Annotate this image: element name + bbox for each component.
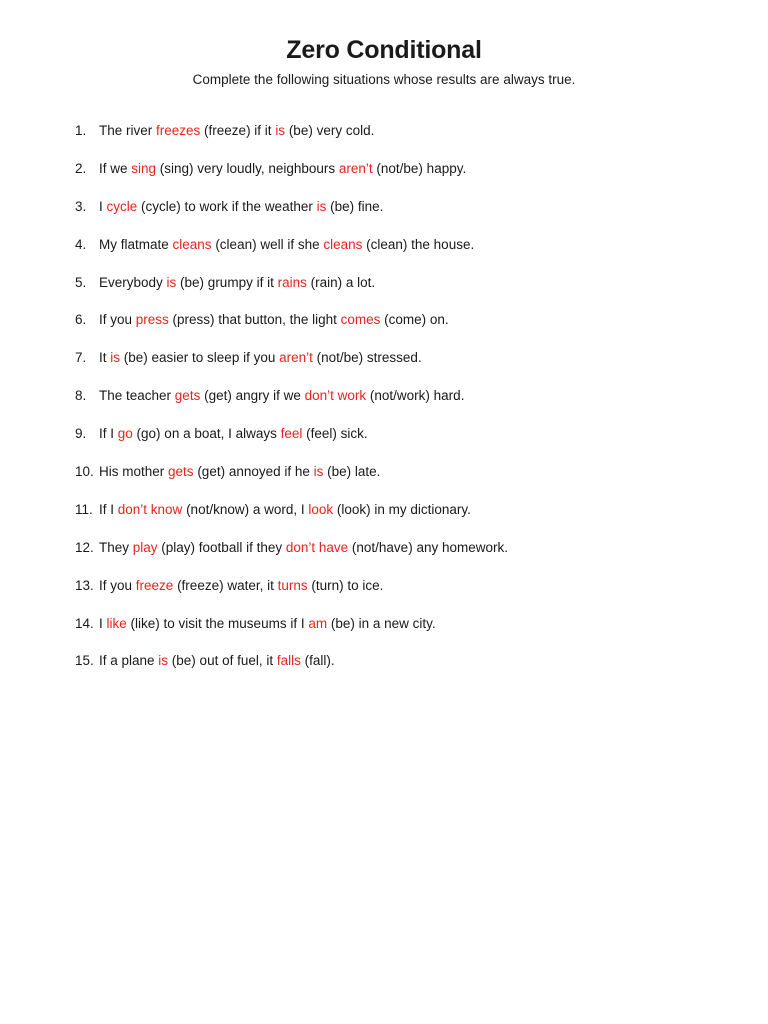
sentence-text: (be) very cold. <box>285 123 375 138</box>
answer-text: is <box>275 123 286 138</box>
answer-text: look <box>308 501 334 517</box>
exercise-item <box>75 652 715 690</box>
item-number: 8. <box>75 388 87 404</box>
sentence-text: (look) in my dictionary. <box>333 501 471 517</box>
page-title: Zero Conditional <box>286 36 482 64</box>
sentence-text: (like) to visit the museums if I <box>126 615 309 631</box>
item-number: 3. <box>75 198 87 214</box>
item-number: 6. <box>75 312 87 328</box>
answer-text: go <box>117 426 133 442</box>
exercise-sentence <box>99 578 383 593</box>
answer-text: turns <box>277 577 308 593</box>
exercise-sentence <box>99 350 422 365</box>
exercise-item <box>75 311 715 349</box>
sentence-text: (not/know) a word, I <box>182 501 309 517</box>
exercise-list <box>75 122 715 690</box>
item-number: 15. <box>75 653 94 669</box>
sentence-text: If I <box>99 501 118 517</box>
sentence-text: (be) in a new city. <box>327 615 436 631</box>
sentence-text: I <box>99 615 107 631</box>
instructions: Complete the following situations whose results are always true. <box>192 72 576 87</box>
sentence-text: (be) late. <box>323 464 381 480</box>
exercise-sentence <box>99 464 380 479</box>
item-number: 1. <box>75 123 87 138</box>
answer-text: sing <box>131 160 157 176</box>
sentence-text: (be) fine. <box>326 198 384 214</box>
item-number: 9. <box>75 426 87 442</box>
sentence-text: The river <box>99 123 157 138</box>
sentence-text: (fall). <box>300 653 335 669</box>
sentence-text: (not/work) hard. <box>366 388 465 404</box>
sentence-text: My flatmate <box>99 236 173 252</box>
item-number: 5. <box>75 274 87 290</box>
item-number: 14. <box>75 615 94 631</box>
answer-text: am <box>308 615 328 631</box>
answer-text: comes <box>340 312 381 328</box>
sentence-text: (be) easier to sleep if you <box>120 350 280 366</box>
exercise-item <box>75 615 715 653</box>
item-number: 10. <box>75 464 94 480</box>
answer-text: rains <box>277 274 307 290</box>
answer-text: falls <box>276 653 301 669</box>
exercise-item <box>75 387 715 425</box>
answer-text: cleans <box>323 236 363 252</box>
sentence-text: (rain) a lot. <box>306 274 376 290</box>
answer-text: is <box>158 653 169 669</box>
item-number: 13. <box>75 577 94 593</box>
sentence-text: Everybody <box>99 274 167 290</box>
answer-text: gets <box>174 388 201 404</box>
sentence-text: (turn) to ice. <box>307 577 384 593</box>
exercise-sentence <box>99 540 508 555</box>
sentence-text: (go) on a boat, I always <box>132 426 281 442</box>
exercise-item <box>75 349 715 387</box>
sentence-text: (sing) very loudly, neighbours <box>156 160 339 176</box>
answer-text: aren’t <box>279 350 313 366</box>
exercise-item <box>75 198 715 236</box>
answer-text: don’t have <box>285 539 349 555</box>
sentence-text: (freeze) water, it <box>173 577 278 593</box>
sentence-text: (get) annoyed if he <box>193 464 314 480</box>
exercise-sentence <box>99 312 449 327</box>
sentence-text: I <box>99 198 107 214</box>
answer-text: cycle <box>106 198 138 214</box>
sentence-text: (cycle) to work if the weather <box>137 198 317 214</box>
sentence-text: (play) football if they <box>157 539 286 555</box>
sentence-text: (be) out of fuel, it <box>168 653 277 669</box>
exercise-sentence <box>99 426 368 441</box>
sentence-text: (get) angry if we <box>200 388 305 404</box>
exercise-sentence <box>99 502 471 517</box>
sentence-text: (clean) well if she <box>211 236 324 252</box>
answer-text: is <box>316 198 327 214</box>
exercise-item <box>75 539 715 577</box>
sentence-text: The teacher <box>99 388 175 404</box>
exercise-sentence <box>99 123 374 138</box>
sentence-text: (clean) the house. <box>362 236 475 252</box>
exercise-item <box>75 501 715 539</box>
sentence-text: (not/be) happy. <box>372 160 467 176</box>
sentence-text: If a plane <box>99 653 159 669</box>
item-number: 7. <box>75 350 87 366</box>
exercise-item <box>75 274 715 312</box>
sentence-text: (be) grumpy if it <box>176 274 278 290</box>
answer-text: don’t work <box>304 388 367 404</box>
sentence-text: It <box>99 350 111 366</box>
sentence-text: His mother <box>99 464 169 480</box>
answer-text: cleans <box>172 236 212 252</box>
exercise-sentence <box>99 653 335 668</box>
exercise-item <box>75 122 715 160</box>
exercise-item <box>75 236 715 274</box>
sentence-text: (not/be) stressed. <box>312 350 422 366</box>
answer-text: press <box>135 312 169 328</box>
item-number: 12. <box>75 539 94 555</box>
answer-text: freeze <box>135 577 174 593</box>
sentence-text: They <box>99 539 133 555</box>
answer-text: gets <box>168 464 194 480</box>
answer-text: is <box>166 274 177 290</box>
exercise-item <box>75 463 715 501</box>
answer-text: don’t know <box>117 501 183 517</box>
exercise-item <box>75 425 715 463</box>
exercise-item <box>75 577 715 615</box>
exercise-sentence <box>99 199 383 214</box>
answer-text: is <box>110 350 121 366</box>
sentence-text: (not/have) any homework. <box>348 539 508 555</box>
exercise-sentence <box>99 237 474 252</box>
item-number: 11. <box>75 501 93 517</box>
exercise-sentence <box>99 388 464 403</box>
answer-text: like <box>106 615 127 631</box>
answer-text: aren’t <box>338 160 373 176</box>
sentence-text: If you <box>99 312 136 328</box>
exercise-item <box>75 160 715 198</box>
sentence-text: (come) on. <box>380 312 449 328</box>
answer-text: is <box>313 464 324 480</box>
sentence-text: If we <box>99 160 132 176</box>
answer-text: freezes <box>156 123 201 138</box>
sentence-text: (freeze) if it <box>200 123 276 138</box>
answer-text: feel <box>280 426 303 442</box>
exercise-sentence <box>99 161 466 176</box>
sentence-text: (feel) sick. <box>302 426 368 442</box>
item-number: 4. <box>75 236 87 252</box>
exercise-sentence <box>99 275 375 290</box>
item-number: 2. <box>75 160 87 176</box>
sentence-text: If you <box>99 577 136 593</box>
answer-text: play <box>132 539 158 555</box>
sentence-text: If I <box>99 426 118 442</box>
exercise-sentence <box>99 616 436 631</box>
sentence-text: (press) that button, the light <box>168 312 341 328</box>
